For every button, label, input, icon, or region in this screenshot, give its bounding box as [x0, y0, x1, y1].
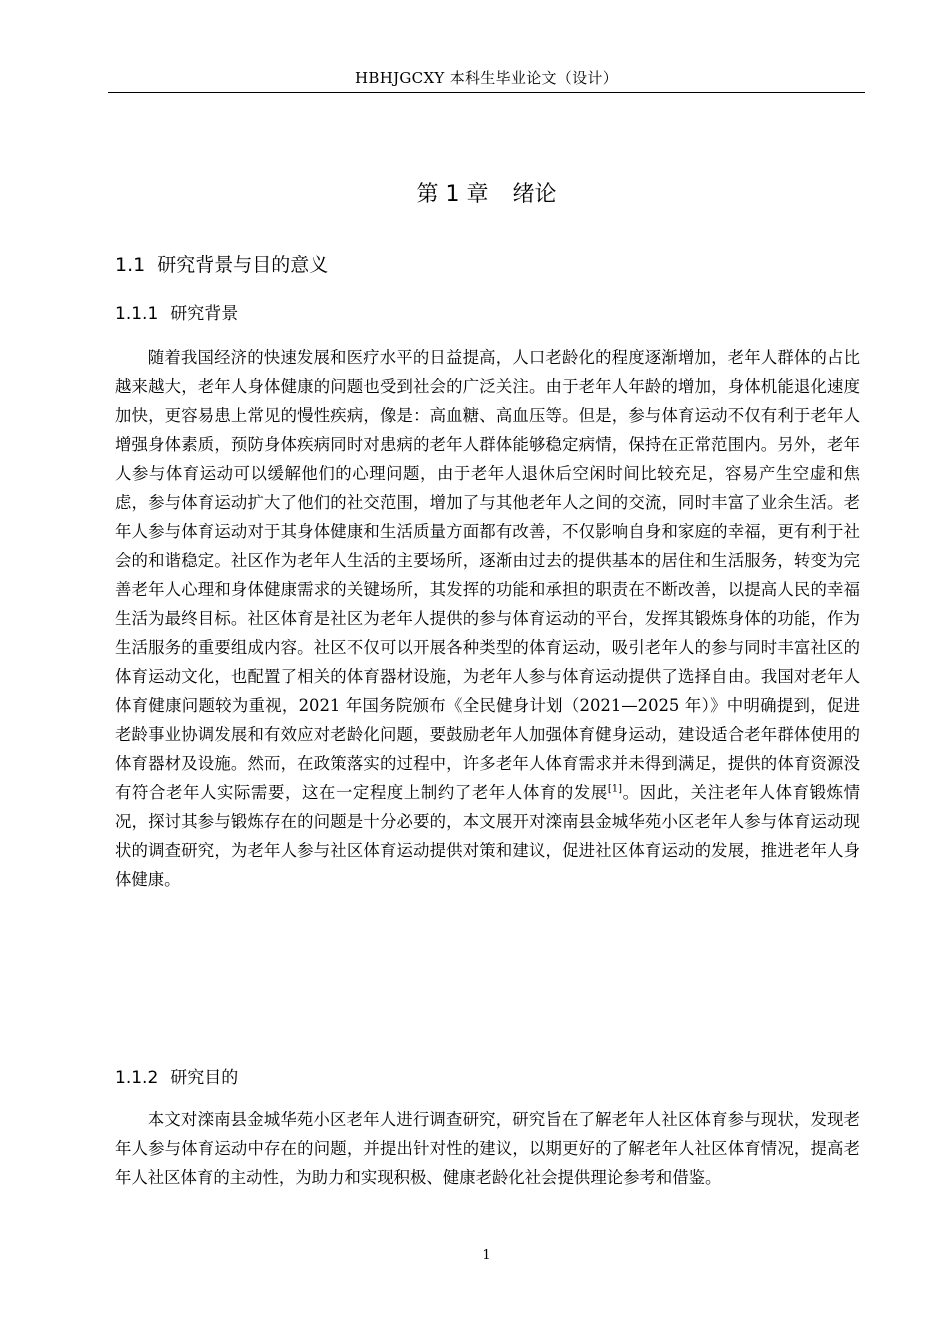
subsection-number: 1.1.2 [115, 1068, 159, 1088]
subsection-title: 研究目的 [170, 1068, 239, 1088]
chapter-name: 绪论 [512, 182, 557, 207]
chapter-title [108, 180, 865, 210]
subsection-title: 研究背景 [170, 304, 239, 324]
subsection-heading-purpose [115, 1066, 238, 1090]
background-paragraph [115, 343, 860, 894]
purpose-paragraph: 本文对滦南县金城华苑小区老年人进行调查研究，研究旨在了解老年人社区体育参与现状，发现老年人参与体育运动中存在的问题，并提出针对性的建议，以期更好的了解老年人社区体育情况，提高老年人社区体育的主动性，为助力和实现积极、健康老龄化社会提供理论参考和借鉴。 [115, 1110, 860, 1187]
chapter-number: 第 1 章 [416, 182, 489, 207]
header-rule [108, 92, 865, 93]
page-number: 1 [482, 1248, 491, 1263]
section-number: 1.1 [115, 254, 146, 276]
paragraph-text-continued: 。因此，关注老年人体育锻炼情况，探讨其参与锻炼存在的问题是十分必要的，本文展开对滦南县金城华苑小区老年人参与体育运动现状的调查研究，为老年人参与社区体育运动提供对策和建议，促进社区体育运动的发展，推进老年人身体健康。 [115, 783, 861, 889]
citation-marker: [1] [607, 783, 623, 795]
running-header: HBHJGCXY 本科生毕业论文（设计） [354, 69, 618, 87]
section-title: 研究背景与目的意义 [157, 254, 329, 276]
section-heading [115, 252, 328, 278]
paragraph-text: 随着我国经济的快速发展和医疗水平的日益提高，人口老龄化的程度逐渐增加，老年人群体的占比越来越大，老年人身体健康的问题也受到社会的广泛关注。由于老年人年龄的增加，身体机能退化速度加快，更容易患上常见的慢性疾病，像是：高血糖、高血压等。但是，参与体育运动不仅有利于老年人增强身体素质，预防身体疾病同时对患病的老年人群体能够稳定病情，保持在正常范围内。另外，老年人参与体育运动可以缓解他们的心理问题，由于老年人退休后空闲时间比较充足，容易产生空虚和焦虑，参与体育运动扩大了他们的社交范围，增加了与其他老年人之间的交流，同时丰富了业余生活。老年人参与体育运动对于其身体健康和生活质量方面都有改善，不仅影响自身和家庭的幸福，更有利于社会的和谐稳定。社区作为老年人生活的主要场所，逐渐由过去的提供基本的居住和生活服务，转变为完善老年人心理和身体健康需求的关键场所，其发挥的功能和承担的职责在不断改善，以提高人民的幸福生活为最终目标。社区体育是社区为老年人提供的参与体育运动的平台，发挥其锻炼身体的功能，作为生活服务的重要组成内容。社区不仅可以开展各种类型的体育运动，吸引老年人的参与同时丰富社区的体育运动文化，也配置了相关的体育器材设施，为老年人参与体育运动提供了选择自由。我国对老年人体育健康问题较为重视，2021 年国务院颁布《全民健身计划（2021—2025 年）》中明确提到，促进老龄事业协调发展和有效应对老龄化问题，要鼓励老年人加强体育健身运动，建设适合老年群体使用的体育器材及设施。然而，在政策落实的过程中，许多老年人体育需求并未得到满足，提供的体育资源没有符合老年人实际需要，这在一定程度上制约了老年人体育的发展 [115, 348, 860, 802]
subsection-heading-background [115, 302, 238, 326]
subsection-number: 1.1.1 [115, 304, 159, 324]
